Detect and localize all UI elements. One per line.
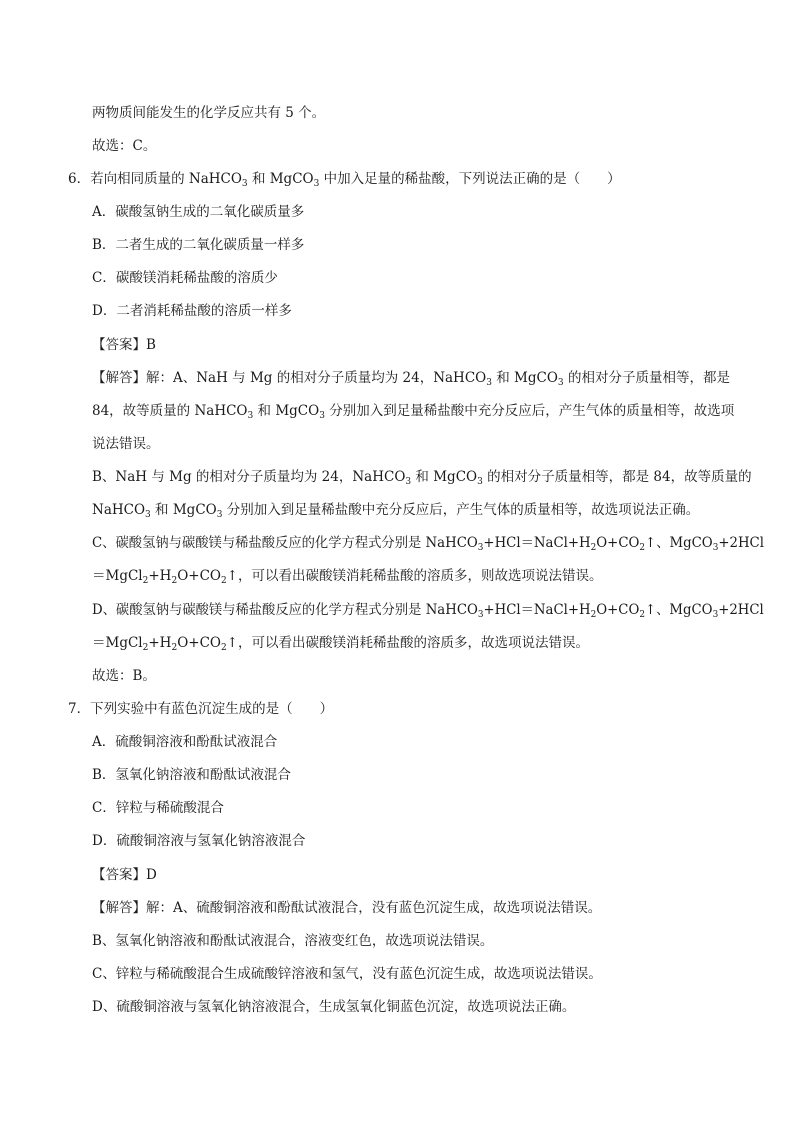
solution-line: 【解答】解：A、硫酸铜溶液和酚酞试液混合，没有蓝色沉淀生成，故选项说法错误。 <box>92 900 602 916</box>
solution-line: 说法错误。 <box>92 436 160 452</box>
option-b: B．氢氧化钠溶液和酚酞试液混合 <box>92 767 291 783</box>
solution-line: 84，故等质量的 NaHCO$_3$ 和 MgCO$_3$ 分别加入到足量稀盐酸中充分反应后，产生气体的质量相等，故选项 <box>92 403 735 421</box>
solution-line: D、碳酸氢钠与碳酸镁与稀盐酸反应的化学方程式分别是 $NaHCO_3+HCl=NaCl+H_2O+CO_2↑$、MgCO$_3$+2HCl <box>92 602 764 620</box>
text-line: 故选：C。 <box>92 138 157 154</box>
option-d: D．二者消耗稀盐酸的溶质一样多 <box>92 303 292 319</box>
solution-line: D、硫酸铜溶液与氢氧化钠溶液混合，生成氢氧化铜蓝色沉淀，故选项说法正确。 <box>92 999 576 1015</box>
solution-line: NaHCO$_3$ 和 MgCO$_3$ 分别加入到足量稀盐酸中充分反应后，产生气体的质量相等，故选项说法正确。 <box>92 502 700 520</box>
option-b: B．二者生成的二氧化碳质量一样多 <box>92 237 305 253</box>
answer-line: 【答案】D <box>92 867 157 883</box>
option-a: A．碳酸氢钠生成的二氧化碳质量多 <box>92 204 305 220</box>
option-d: D．硫酸铜溶液与氢氧化钠溶液混合 <box>92 833 306 849</box>
solution-line: 【解答】解：A、NaH 与 Mg 的相对分子质量均为 24，NaHCO$_3$ 和 MgCO$_3$ 的相对分子质量相等，都是 <box>92 370 730 388</box>
option-a: A．硫酸铜溶液和酚酞试液混合 <box>92 734 278 750</box>
text-line: 故选：B。 <box>92 668 156 684</box>
text-line: 两物质间能发生的化学反应共有 5 个。 <box>92 105 326 121</box>
solution-line: C、碳酸氢钠与碳酸镁与稀盐酸反应的化学方程式分别是 $NaHCO_3+HCl=NaCl+H_2O+CO_2↑$、MgCO$_3$+2HCl <box>92 535 764 553</box>
solution-line: B、NaH 与 Mg 的相对分子质量均为 24，NaHCO$_3$ 和 MgCO$_3$ 的相对分子质量相等，都是 84，故等质量的 <box>92 469 752 487</box>
solution-line: $=MgCl_2+H_2O+CO_2↑$，可以看出碳酸镁消耗稀盐酸的溶质多，故选项说法错误。 <box>92 635 590 653</box>
question-6-stem: 6．若向相同质量的 NaHCO$_3$ 和 MgCO$_3$ 中加入足量的稀盐酸，下列说法正确的是（ ） <box>68 171 621 189</box>
solution-line: B、氢氧化钠溶液和酚酞试液混合，溶液变红色，故选项说法错误。 <box>92 933 494 949</box>
question-7-stem: 7．下列实验中有蓝色沉淀生成的是（ ） <box>68 701 334 717</box>
answer-line: 【答案】B <box>92 337 156 353</box>
option-c: C．碳酸镁消耗稀盐酸的溶质少 <box>92 270 278 286</box>
solution-line: C、锌粒与稀硫酸混合生成硫酸锌溶液和氢气，没有蓝色沉淀生成，故选项说法错误。 <box>92 966 602 982</box>
solution-line: $=MgCl_2+H_2O+CO_2↑$，可以看出碳酸镁消耗稀盐酸的溶质多，则故选项说法错误。 <box>92 568 603 586</box>
option-c: C．锌粒与稀硫酸混合 <box>92 800 224 816</box>
